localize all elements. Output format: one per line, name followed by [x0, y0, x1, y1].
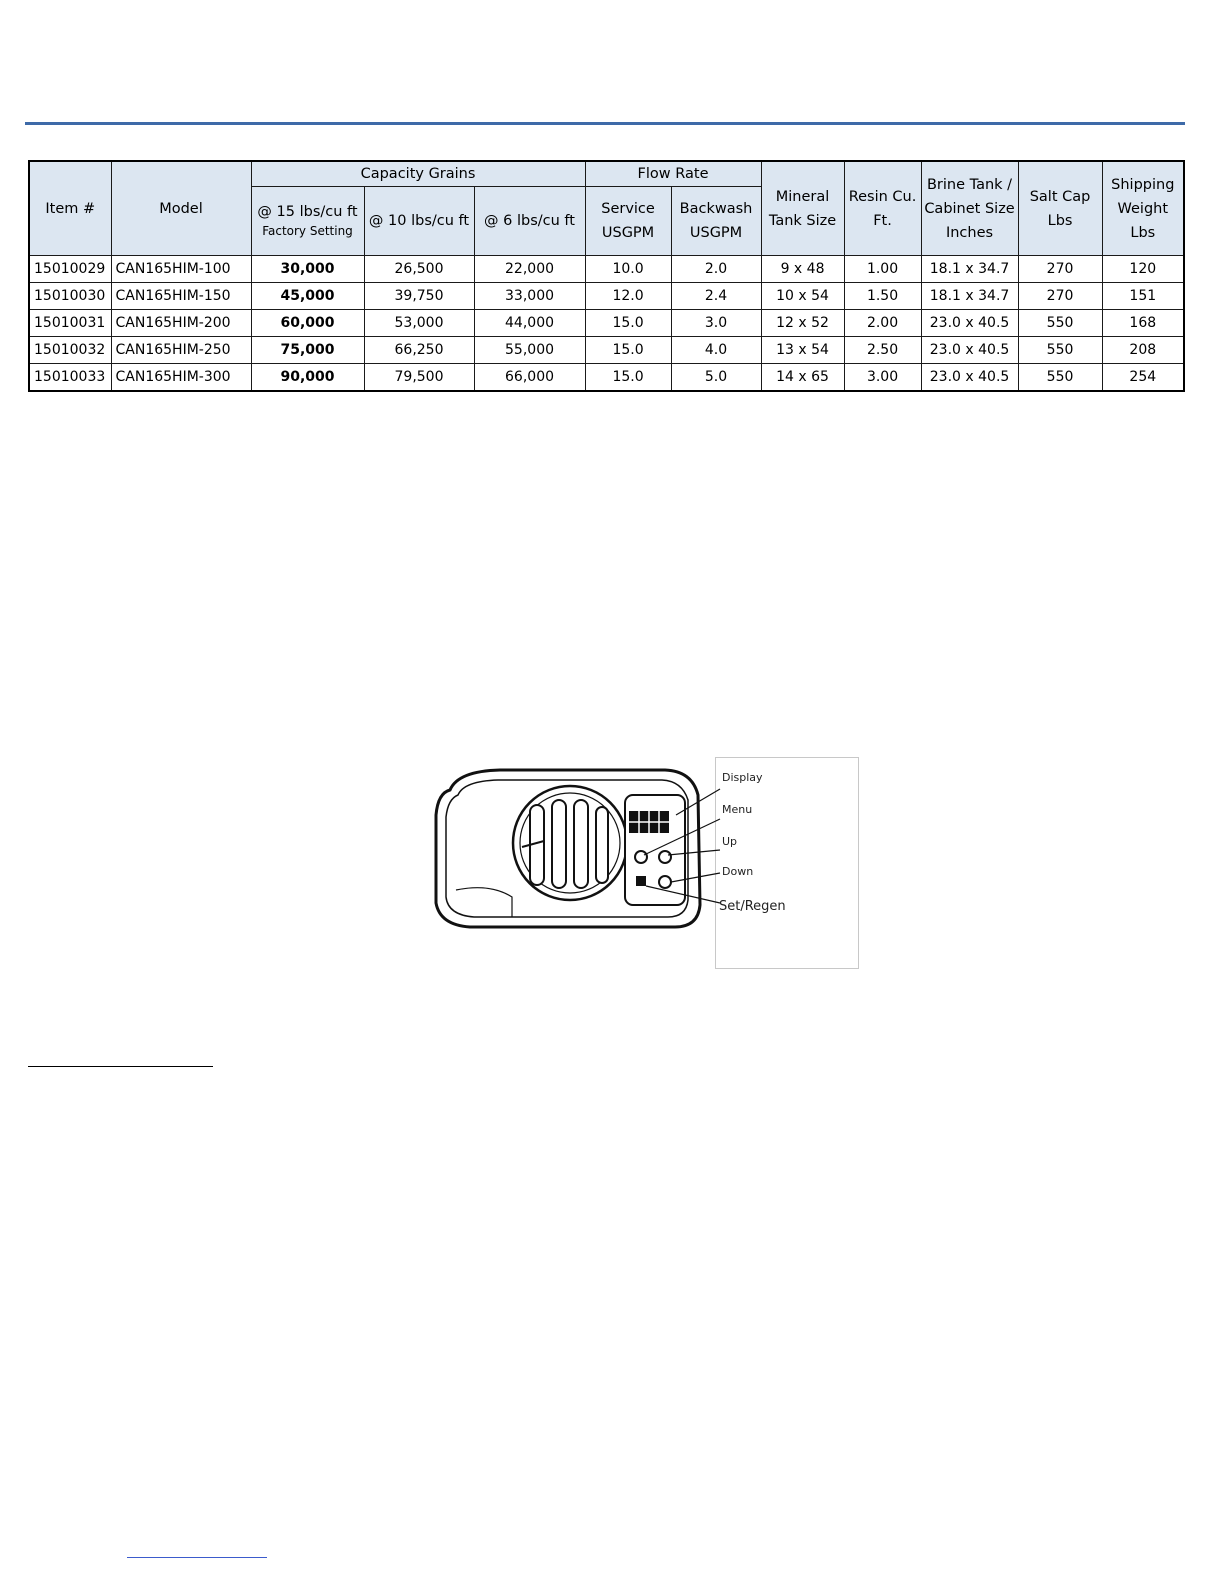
- col-header-salt: Salt Cap Lbs: [1018, 161, 1102, 256]
- cell-model: CAN165HIM-150: [111, 283, 251, 310]
- col-header-brine: Brine Tank / Cabinet Size Inches: [921, 161, 1018, 256]
- cell-cap10: 26,500: [364, 256, 474, 283]
- cell-cap6: 22,000: [474, 256, 585, 283]
- cell-backwash: 3.0: [671, 310, 761, 337]
- cell-model: CAN165HIM-200: [111, 310, 251, 337]
- table-row: [29, 364, 1184, 392]
- col-header-cap10: @ 10 lbs/cu ft: [364, 187, 474, 256]
- cell-cap10: 53,000: [364, 310, 474, 337]
- cell-shipping: 208: [1102, 337, 1184, 364]
- cell-cap15: 30,000: [251, 256, 364, 283]
- cell-brine: 18.1 x 34.7: [921, 256, 1018, 283]
- cell-cap15: 60,000: [251, 310, 364, 337]
- cell-cap6: 66,000: [474, 364, 585, 392]
- cell-item: 15010032: [29, 337, 111, 364]
- col-header-mineral: Mineral Tank Size: [761, 161, 844, 256]
- cell-mineral: 12 x 52: [761, 310, 844, 337]
- cell-cap15: 75,000: [251, 337, 364, 364]
- cell-model: CAN165HIM-250: [111, 337, 251, 364]
- col-header-cap6: @ 6 lbs/cu ft: [474, 187, 585, 256]
- cell-cap10: 39,750: [364, 283, 474, 310]
- cell-backwash: 2.4: [671, 283, 761, 310]
- label-display: Display: [722, 771, 763, 784]
- cell-backwash: 4.0: [671, 337, 761, 364]
- cell-cap10: 66,250: [364, 337, 474, 364]
- cell-cap10: 79,500: [364, 364, 474, 392]
- cell-model: CAN165HIM-300: [111, 364, 251, 392]
- cell-brine: 23.0 x 40.5: [921, 337, 1018, 364]
- controller-diagram: [430, 755, 860, 973]
- cell-salt: 550: [1018, 364, 1102, 392]
- cell-cap6: 33,000: [474, 283, 585, 310]
- cell-brine: 23.0 x 40.5: [921, 364, 1018, 392]
- cell-backwash: 2.0: [671, 256, 761, 283]
- col-header-item: Item #: [29, 161, 111, 256]
- cell-item: 15010030: [29, 283, 111, 310]
- cell-mineral: 9 x 48: [761, 256, 844, 283]
- cap15-label: @ 15 lbs/cu ft: [257, 204, 358, 220]
- section-underline: [28, 1066, 213, 1067]
- specifications-table: [28, 160, 1185, 392]
- col-group-flow-rate: Flow Rate: [585, 161, 761, 187]
- col-header-backwash: Backwash USGPM: [671, 187, 761, 256]
- cell-shipping: 120: [1102, 256, 1184, 283]
- cell-cap15: 90,000: [251, 364, 364, 392]
- col-group-capacity: Capacity Grains: [251, 161, 585, 187]
- header-rule: [25, 122, 1185, 125]
- cell-shipping: 151: [1102, 283, 1184, 310]
- cell-resin: 1.50: [844, 283, 921, 310]
- cell-service: 12.0: [585, 283, 671, 310]
- cell-salt: 270: [1018, 283, 1102, 310]
- col-header-cap15: [251, 187, 364, 256]
- cell-cap6: 55,000: [474, 337, 585, 364]
- cell-resin: 2.50: [844, 337, 921, 364]
- col-header-resin: Resin Cu. Ft.: [844, 161, 921, 256]
- table-row: [29, 337, 1184, 364]
- cell-salt: 550: [1018, 310, 1102, 337]
- col-header-shipping: Shipping Weight Lbs: [1102, 161, 1184, 256]
- cell-resin: 3.00: [844, 364, 921, 392]
- cell-service: 15.0: [585, 364, 671, 392]
- cell-resin: 1.00: [844, 256, 921, 283]
- cell-resin: 2.00: [844, 310, 921, 337]
- table-row: [29, 310, 1184, 337]
- label-set-regen: Set/Regen: [719, 899, 786, 914]
- cell-cap6: 44,000: [474, 310, 585, 337]
- cell-service: 10.0: [585, 256, 671, 283]
- col-header-model: Model: [111, 161, 251, 256]
- controller-drawing: [430, 755, 860, 973]
- cell-shipping: 254: [1102, 364, 1184, 392]
- cell-shipping: 168: [1102, 310, 1184, 337]
- table-row: [29, 283, 1184, 310]
- table-row: [29, 256, 1184, 283]
- link-underline: [127, 1557, 267, 1558]
- cell-backwash: 5.0: [671, 364, 761, 392]
- cell-brine: 18.1 x 34.7: [921, 283, 1018, 310]
- cell-item: 15010029: [29, 256, 111, 283]
- cell-model: CAN165HIM-100: [111, 256, 251, 283]
- col-header-service: Service USGPM: [585, 187, 671, 256]
- cell-brine: 23.0 x 40.5: [921, 310, 1018, 337]
- cell-mineral: 10 x 54: [761, 283, 844, 310]
- cell-cap15: 45,000: [251, 283, 364, 310]
- cell-mineral: 13 x 54: [761, 337, 844, 364]
- cell-service: 15.0: [585, 337, 671, 364]
- cell-item: 15010031: [29, 310, 111, 337]
- label-menu: Menu: [722, 803, 753, 816]
- cell-salt: 550: [1018, 337, 1102, 364]
- cell-service: 15.0: [585, 310, 671, 337]
- label-down: Down: [722, 865, 754, 878]
- cell-mineral: 14 x 65: [761, 364, 844, 392]
- label-up: Up: [722, 835, 738, 848]
- cell-item: 15010033: [29, 364, 111, 392]
- cell-salt: 270: [1018, 256, 1102, 283]
- factory-setting-label: Factory Setting: [262, 224, 353, 238]
